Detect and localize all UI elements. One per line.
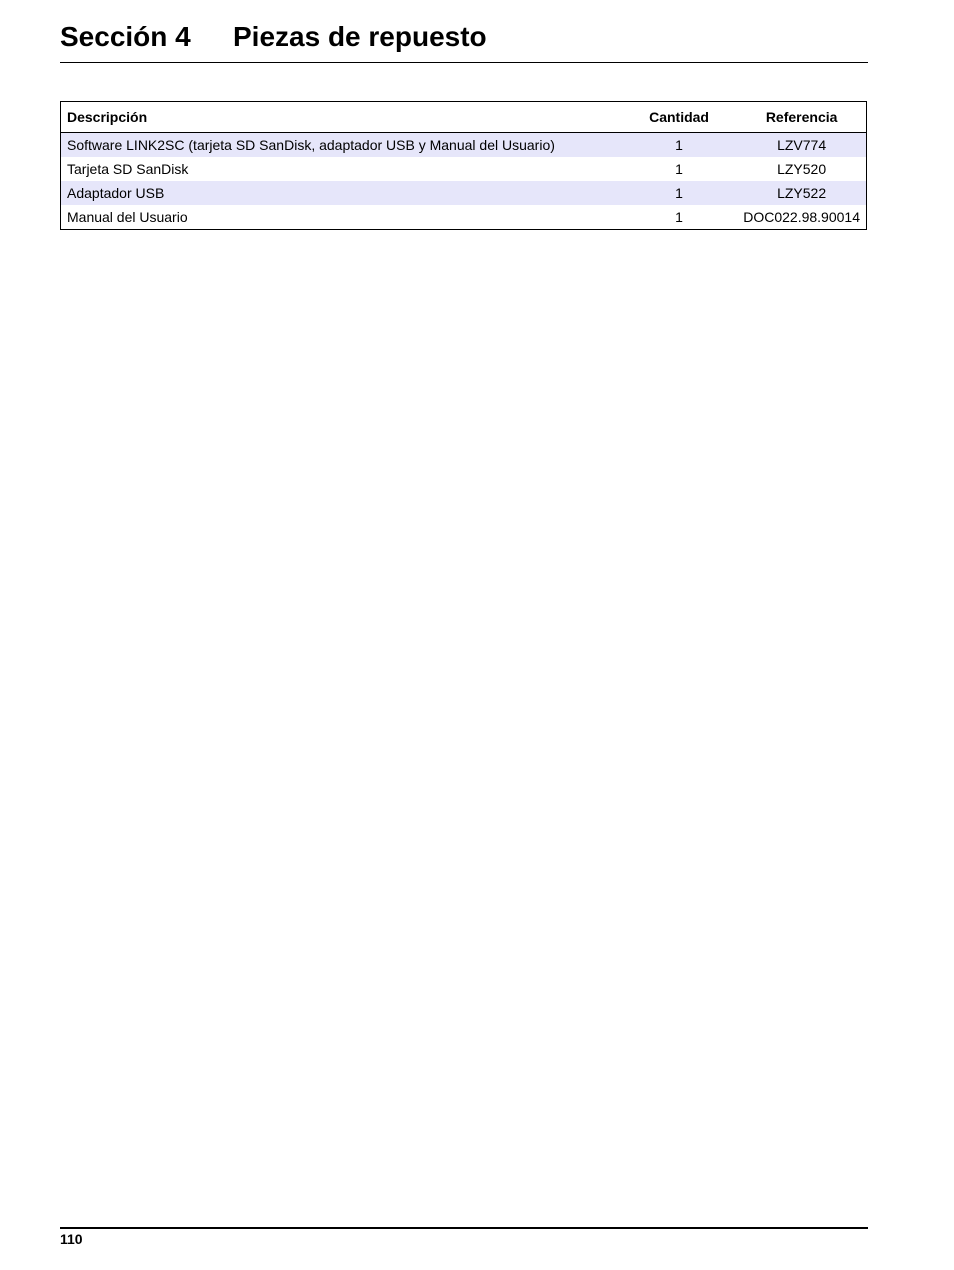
row-reference: LZV774 (737, 133, 866, 158)
table-row (61, 133, 867, 158)
row-reference: LZY520 (777, 161, 827, 177)
column-header-description: Descripción (61, 102, 621, 133)
page-number: 110 (60, 1231, 83, 1247)
table-row (61, 157, 867, 181)
row-quantity: 1 (675, 209, 683, 225)
row-reference: DOC022.98.90014 (743, 209, 860, 225)
section-heading (60, 20, 868, 63)
row-description: Manual del Usuario (67, 209, 188, 225)
row-reference: LZY522 (737, 181, 866, 205)
table-row (61, 181, 867, 205)
row-description: Adaptador USB (61, 181, 621, 205)
column-header-quantity: Cantidad (621, 102, 737, 133)
section-number: Sección 4 (60, 21, 191, 52)
row-quantity: 1 (675, 161, 683, 177)
footer-rule (60, 1227, 868, 1229)
spare-parts-table (60, 101, 867, 230)
column-header-reference: Referencia (737, 102, 866, 133)
row-description: Software LINK2SC (tarjeta SD SanDisk, adaptador USB y Manual del Usuario) (61, 133, 621, 158)
section-title: Piezas de repuesto (233, 21, 487, 52)
table-row (61, 205, 867, 230)
table-header-row (61, 102, 867, 133)
row-quantity: 1 (621, 181, 737, 205)
row-quantity: 1 (621, 133, 737, 158)
row-description: Tarjeta SD SanDisk (67, 161, 189, 177)
